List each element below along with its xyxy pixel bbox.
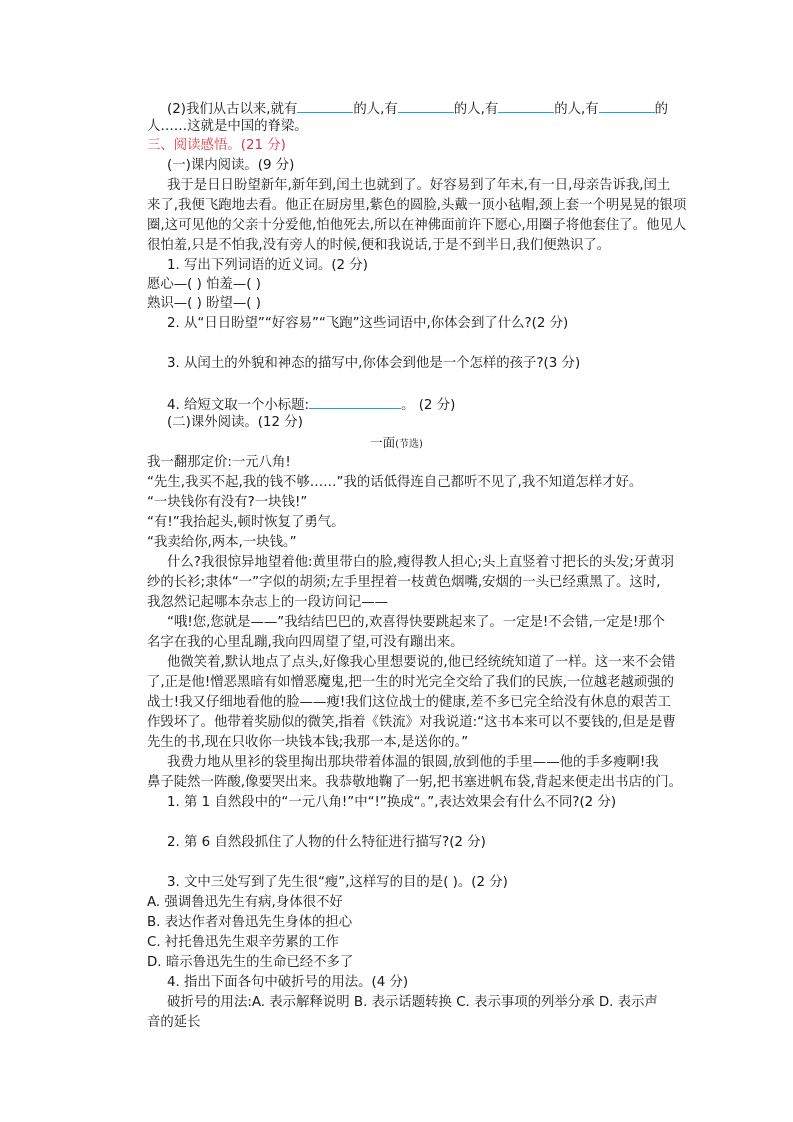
question-1-4-text: 4. 给短文取一个小标题: — [167, 398, 310, 413]
option-d: D. 暗示鲁迅先生的生命已经不多了 — [147, 955, 354, 970]
passage-2-title — [0, 433, 793, 453]
passage-2-line: 他微笑着,默认地点了点头,好像我心里想要说的,他已经统统知道了一样。这一来不会错 — [167, 655, 676, 670]
passage-2-line: 名字在我的心里乱蹦,我向四周望了望,可没有蹦出来。 — [147, 635, 464, 650]
passage-2-line: “先生,我买不起,我的钱不够……”我的话低得连自己都听不见了,我不知道怎样才好。 — [147, 475, 643, 490]
title-answer-blank[interactable] — [309, 394, 401, 409]
q2-text-1: (2)我们从古以来,就有 — [167, 102, 298, 117]
passage-2-line: 作毁坏了。他带着奖励似的微笑,指着《铁流》对我说道:“这书本来可以不要钱的,但是是曹 — [147, 715, 676, 730]
part-1-title: (一)课内阅读。(9 分) — [167, 158, 295, 173]
q2-line-2: 人……这就是中国的脊梁。 — [147, 119, 308, 134]
passage-2-line: “我卖给你,两本,一块钱。” — [147, 535, 297, 550]
question-2-1: 1. 第 1 自然段中的“一元八角!”中“!”换成“。”,表达效果会有什么不同?(2 分) — [167, 795, 617, 810]
synonym-row-2: 熟识—( ) 盼望—( ) — [147, 296, 262, 311]
option-c: C. 衬托鲁迅先生艰辛劳累的工作 — [147, 935, 339, 950]
question-1-1: 1. 写出下列词语的近义词。(2 分) — [167, 258, 368, 273]
option-a: A. 强调鲁迅先生有病,身体很不好 — [147, 895, 343, 910]
question-2-3: 3. 文中三处写到了先生很“瘦”,这样写的目的是( )。(2 分) — [167, 875, 508, 890]
section-3-title: 三、阅读感悟。(21 分) — [147, 138, 286, 153]
option-b: B. 表达作者对鲁迅先生身体的担心 — [147, 915, 353, 930]
passage-2-title-main: 一面 — [370, 435, 396, 450]
answer-blank-2[interactable] — [398, 98, 454, 113]
dash-usage-line: 音的延长 — [147, 1015, 201, 1030]
passage-2-line: 纱的长衫;隶体“一”字似的胡须;左手里捏着一枝黄色烟嘴,安烟的一头已经熏黑了。这时, — [147, 575, 661, 590]
answer-blank-4[interactable] — [599, 98, 655, 113]
q2-text-2: 的人,有 — [353, 102, 398, 117]
answer-blank-3[interactable] — [498, 98, 554, 113]
synonym-row-1: 愿心—( ) 怕羞—( ) — [147, 277, 262, 292]
passage-1-line: 我于是日日盼望新年,新年到,闰土也就到了。好容易到了年末,有一日,母亲告诉我,闰土 — [167, 178, 671, 193]
q2-text-3: 的人,有 — [453, 102, 499, 117]
passage-2-line: “有!”我抬起头,顿时恢复了勇气。 — [147, 515, 345, 530]
question-1-2: 2. 从“日日盼望”“好容易”“飞跑”这些词语中,你体会到了什么?(2 分) — [167, 316, 569, 331]
passage-2-line: 了,正是他!憎恶黑暗有如憎恶魔鬼,把一生的时光完全交给了我们的民族,一位越老越顽强的 — [147, 675, 674, 690]
passage-2-line: “一块钱你有没有?一块钱!” — [147, 495, 308, 510]
q2-line-1 — [167, 98, 668, 118]
question-1-3: 3. 从闰土的外貌和神态的描写中,你体会到他是一个怎样的孩子?(3 分) — [167, 356, 581, 371]
q2-text-4: 的人,有 — [554, 102, 599, 117]
passage-2-line: 鼻子陡然一阵酸,像要哭出来。我恭敬地鞠了一躬,把书塞进帆布袋,背起来便走出书店的门。 — [147, 775, 683, 790]
passage-1-line: 来了,我便飞跑地去看。他正在厨房里,紫色的圆脸,头戴一顶小毡帽,颈上套一个明晃晃的银项 — [147, 198, 687, 213]
passage-1-line: 很怕羞,只是不怕我,没有旁人的时候,便和我说话,于是不到半日,我们便熟识了。 — [147, 238, 611, 253]
passage-2-line: 我一翻那定价:一元八角! — [147, 455, 291, 470]
q2-text-5: 的 — [654, 102, 669, 117]
passage-2-line: 先生的书,现在只收你一块钱本钱;我那一本,是送你的。” — [147, 735, 469, 750]
passage-2-line: 什么?我很惊异地望着他:黄里带白的脸,瘦得教人担心;头上直竖着寸把长的头发;牙黄羽 — [167, 555, 674, 570]
question-1-4 — [167, 394, 455, 414]
question-2-2: 2. 第 6 自然段抓住了人物的什么特征进行描写?(2 分) — [167, 835, 486, 850]
question-1-4-score: 。 (2 分) — [401, 398, 456, 413]
passage-2-line: 我费力地从里衫的袋里掏出那块带着体温的银圆,放到他的手里——他的手多瘦啊!我 — [167, 755, 659, 770]
passage-2-line: 战士!我又仔细地看他的脸——瘦!我们这位战士的健康,差不多已完全给没有休息的艰苦工 — [147, 695, 671, 710]
passage-2-line: “哦!您,您就是——”我结结巴巴的,欢喜得快要跳起来了。一定是!不会错,一定是!那个 — [167, 615, 666, 630]
dash-usage-line: 破折号的用法:A. 表示解释说明 B. 表示话题转换 C. 表示事项的列举分承 D. 表示声 — [167, 995, 658, 1010]
question-2-4: 4. 指出下面各句中破折号的用法。(4 分) — [167, 975, 409, 990]
passage-2-title-note: (节选) — [395, 439, 423, 450]
part-2-title: (二)课外阅读。(12 分) — [167, 415, 303, 430]
answer-blank-1[interactable] — [297, 98, 353, 113]
passage-2-line: 我忽然记起哪本杂志上的一段访问记—— — [147, 595, 389, 610]
passage-1-line: 圈,这可见他的父亲十分爱他,怕他死去,所以在神佛面前许下愿心,用圈子将他套住了。他见人 — [147, 218, 687, 233]
